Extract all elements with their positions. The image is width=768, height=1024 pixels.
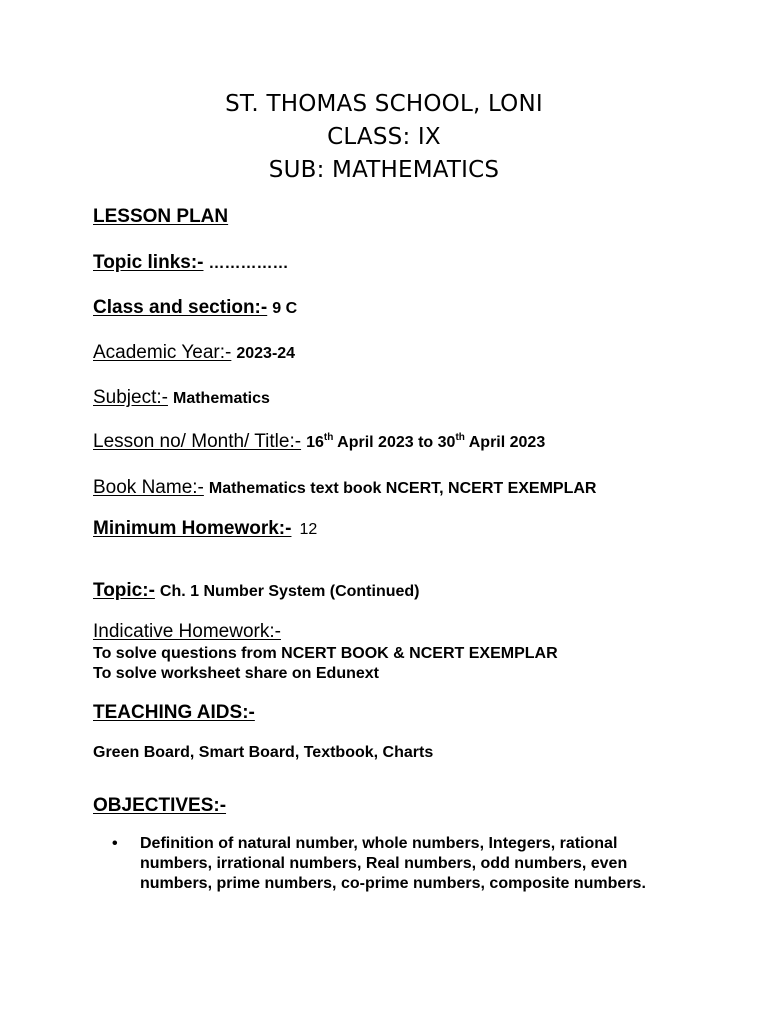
indicative-homework-row [93,621,281,643]
book-name-row [93,477,596,499]
lesson-label: Lesson no/ Month/ Title:- [93,431,302,452]
minimum-homework-value: 12 [299,521,318,538]
academic-year-row [93,342,295,364]
objective-item: Definition of natural number, whole numbers, Integers, rational numbers, irrational numbers, Real numbers, odd numbers, even numbers, prime numbers, co-prime numbers, composite numbers. [140,835,646,892]
indicative-homework-line: To solve worksheet share on Edunext [93,665,379,682]
academic-year-label: Academic Year:- [93,342,232,363]
subject-heading: SUB: MATHEMATICS [268,157,500,183]
teaching-aids-value: Green Board, Smart Board, Textbook, Charts [93,744,434,761]
lesson-middle: April 2023 to 30 [333,434,456,451]
topic-value: Ch. 1 Number System (Continued) [159,583,420,600]
subject-row [93,387,270,409]
indicative-homework-label: Indicative Homework:- [93,621,281,642]
academic-year-value: 2023-24 [236,345,296,362]
objectives-row [93,795,226,817]
lesson-row [93,431,545,453]
school-name: ST. THOMAS SCHOOL, LONI [225,91,543,117]
class-section-row [93,297,297,319]
lesson-start-day: 16 [306,434,324,451]
lesson-start-suffix: th [323,432,334,443]
topic-links-value: …………… [208,255,289,272]
document-header [0,88,768,187]
lesson-plan-title: LESSON PLAN [93,206,229,227]
topic-links-row [93,252,288,274]
topic-row [93,580,420,602]
minimum-homework-row [93,518,317,540]
class-section-label: Class and section:- [93,297,268,318]
topic-label: Topic:- [93,580,155,601]
lesson-value [306,434,545,451]
book-name-value: Mathematics text book NCERT, NCERT EXEMPLAR [208,480,597,497]
class-heading: CLASS: IX [327,124,441,150]
indicative-homework-line: To solve questions from NCERT BOOK & NCERT EXEMPLAR [93,645,558,662]
objectives-label: OBJECTIVES:- [93,795,227,816]
minimum-homework-label: Minimum Homework:- [93,518,292,539]
teaching-aids-row [93,702,255,724]
teaching-aids-label: TEACHING AIDS:- [93,702,255,723]
indicative-homework-lines [93,644,558,684]
subject-label: Subject:- [93,387,168,408]
bullet-icon: • [112,835,118,852]
subject-value: Mathematics [172,390,270,407]
class-section-value: 9 C [272,300,298,317]
lesson-plan-row [93,206,228,228]
lesson-end: April 2023 [464,434,546,451]
topic-links-label: Topic links:- [93,252,204,273]
lesson-end-suffix: th [455,432,465,443]
book-name-label: Book Name:- [93,477,204,498]
